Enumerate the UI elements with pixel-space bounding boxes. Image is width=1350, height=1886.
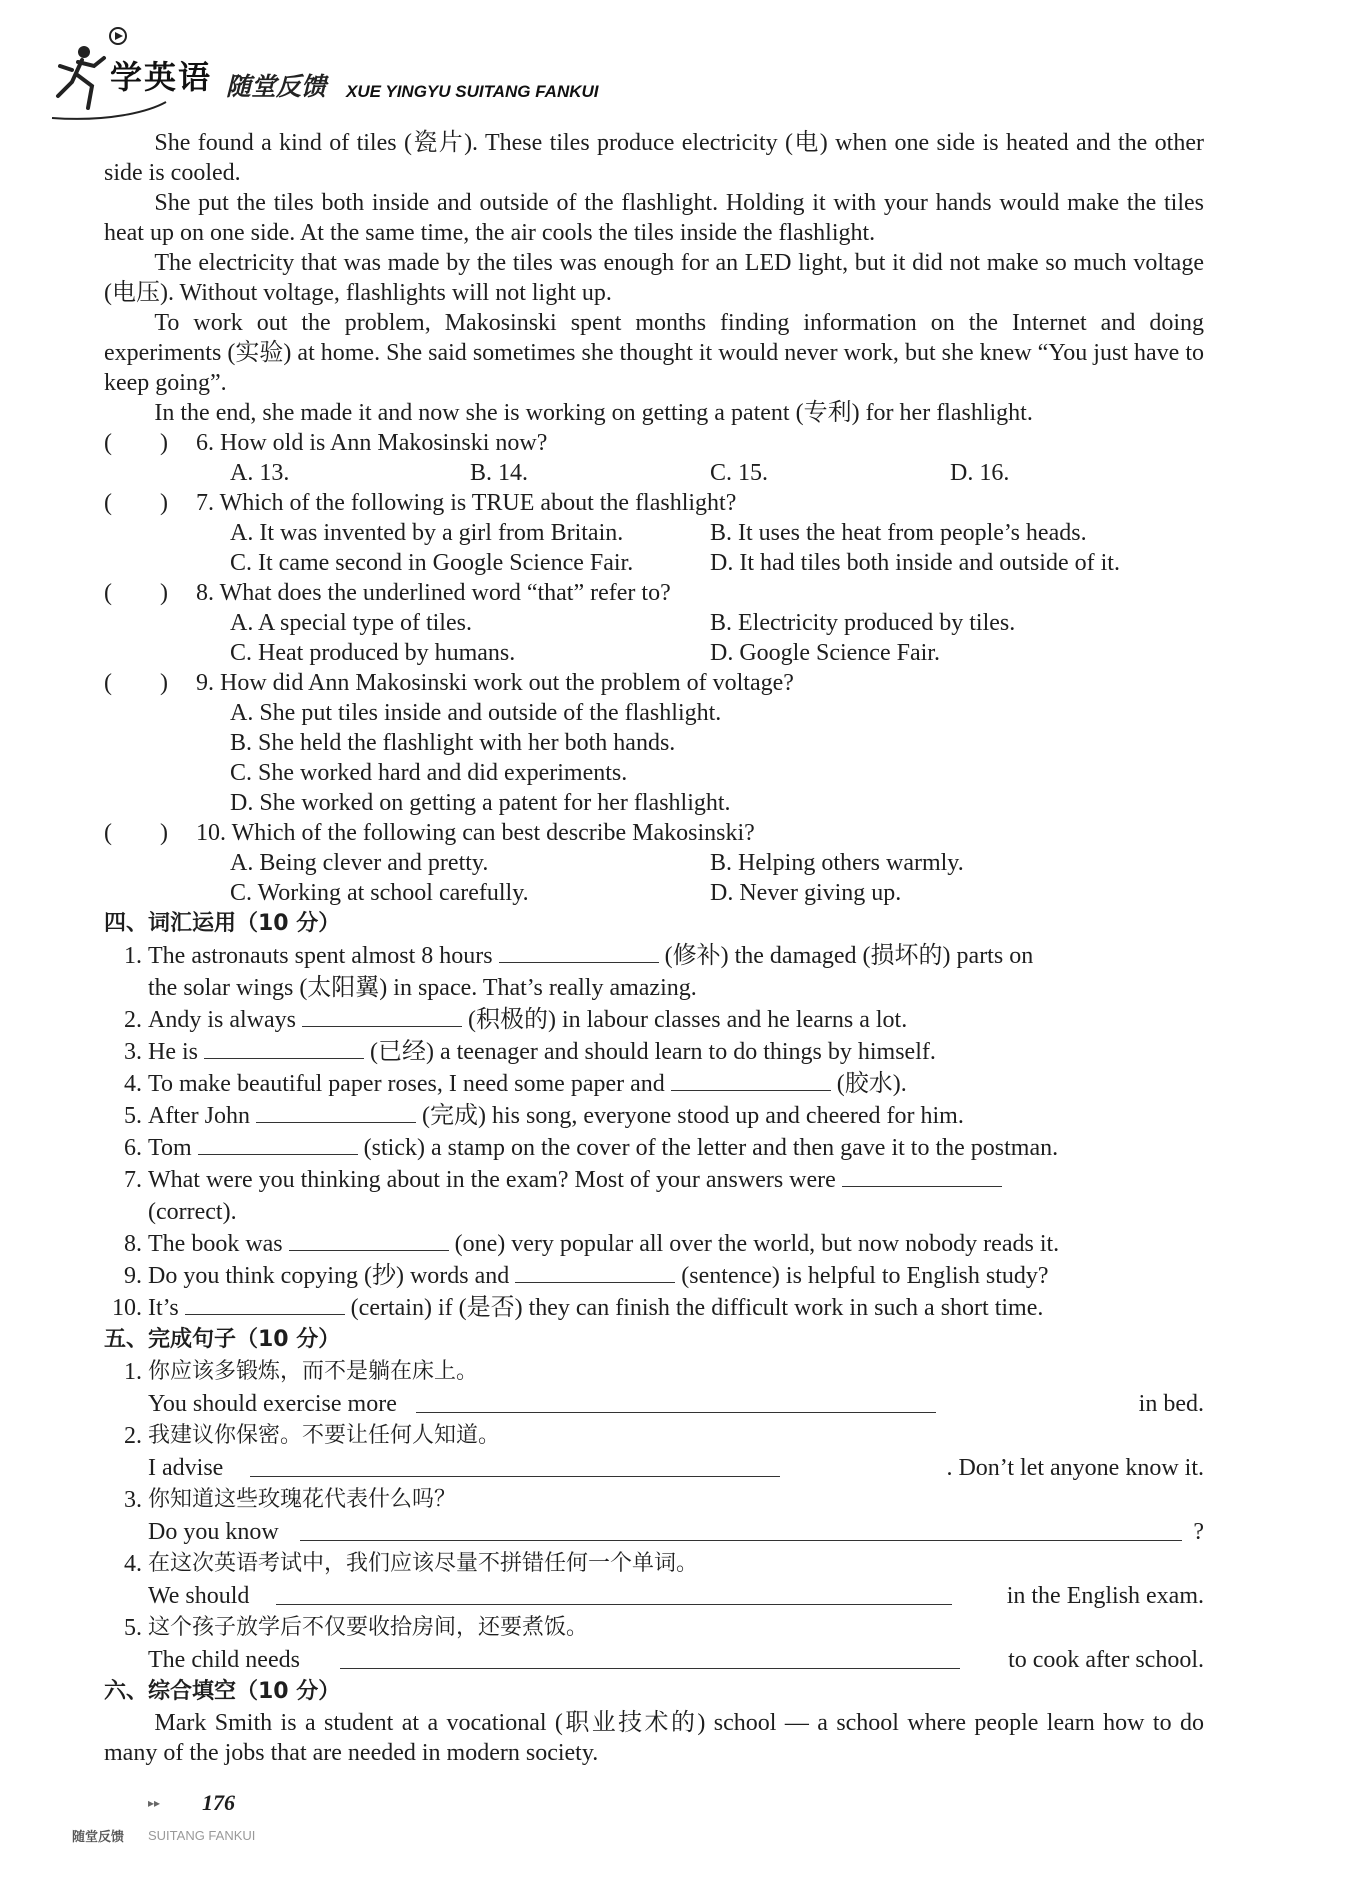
sentence-answer: You should exercise more in bed.	[104, 1388, 1204, 1420]
vocab-item: 4. To make beautiful paper roses, I need some paper and (胶水).	[124, 1071, 907, 1097]
vocab-item-continued: (correct).	[148, 1199, 237, 1225]
answer-line[interactable]	[340, 1644, 960, 1669]
vocab-item: 6. Tom (stick) a stamp on the cover of the letter and then gave it to the postman.	[124, 1135, 1059, 1161]
option-b: B. 14.	[470, 460, 529, 486]
sentence-answer: The child needs to cook after school.	[104, 1644, 1204, 1676]
option-d: D. 16.	[950, 460, 1010, 486]
answer-blank[interactable]	[256, 1102, 416, 1123]
question-6	[104, 428, 1204, 488]
question-7	[104, 488, 1204, 578]
vocab-item: 5. After John (完成) his song, everyone stood up and cheered for him.	[124, 1103, 964, 1129]
vocab-item: 1. The astronauts spent almost 8 hours (修补) the damaged (损坏的) parts on	[124, 943, 1034, 969]
sentence-answer: I advise . Don’t let anyone know it.	[104, 1452, 1204, 1484]
vocab-item: 10. It’s (certain) if (是否) they can finish the difficult work in such a short time.	[112, 1295, 1044, 1321]
option-a: A. It was invented by a girl from Britain.	[230, 520, 624, 546]
question-10	[104, 818, 1204, 908]
option-c: C. 15.	[710, 460, 769, 486]
footer-brand-pinyin: SUITANG FANKUI	[148, 1828, 256, 1843]
sentence-answer: We should in the English exam.	[104, 1580, 1204, 1612]
sentence-list	[104, 1356, 1204, 1676]
option-a: A. 13.	[230, 460, 290, 486]
page-footer	[52, 1790, 352, 1850]
option-c: C. Heat produced by humans.	[230, 640, 516, 666]
vocab-item: 9. Do you think copying (抄) words and (sentence) is helpful to English study?	[124, 1263, 1049, 1289]
answer-parentheses[interactable]: ( )	[104, 580, 168, 606]
answer-line[interactable]	[416, 1388, 936, 1413]
arrow-icon: ▸▸	[148, 1796, 161, 1810]
sentence-answer: Do you know ?	[104, 1516, 1204, 1548]
answer-parentheses[interactable]: ( )	[104, 430, 168, 456]
option-d: D. It had tiles both inside and outside of it.	[710, 550, 1120, 576]
paragraph: In the end, she made it and now she is working on getting a patent (专利) for her flashlight.	[154, 400, 1033, 426]
answer-blank[interactable]	[302, 1006, 462, 1027]
paragraph: To work out the problem, Makosinski spent months finding information on the Internet and doing experiments (实验) at home. She said sometimes she thought it would never work, but she knew “You just have to keep going”.	[104, 310, 1204, 396]
vocab-item-continued: the solar wings (太阳翼) in space. That’s really amazing.	[148, 975, 697, 1001]
option-b: B. She held the flashlight with her both hands.	[230, 730, 676, 756]
option-c: C. She worked hard and did experiments.	[230, 760, 628, 786]
option-b: B. It uses the heat from people’s heads.	[710, 520, 1087, 546]
answer-line[interactable]	[276, 1580, 952, 1605]
vocab-item: 2. Andy is always (积极的) in labour classes and he learns a lot.	[124, 1007, 908, 1033]
vocab-item: 8. The book was (one) very popular all over the world, but now nobody reads it.	[124, 1231, 1060, 1257]
answer-line[interactable]	[250, 1452, 780, 1477]
sentence-prompt: 2. 我建议你保密。不要让任何人知道。	[124, 1423, 501, 1449]
option-c: C. Working at school carefully.	[230, 880, 529, 906]
answer-blank[interactable]	[204, 1038, 364, 1059]
question-text: 7. Which of the following is TRUE about the flashlight?	[196, 490, 737, 516]
answer-blank[interactable]	[842, 1166, 1002, 1187]
logo-subtitle: 随堂反馈	[226, 72, 327, 101]
paragraph: The electricity that was made by the tiles was enough for an LED light, but it did not make so much voltage (电压). Without voltage, flashlights will not light up.	[104, 250, 1204, 306]
answer-line[interactable]	[300, 1516, 1182, 1541]
option-c: C. It came second in Google Science Fair.	[230, 550, 634, 576]
option-d: D. Never giving up.	[710, 880, 902, 906]
question-8	[104, 578, 1204, 668]
question-text: 6. How old is Ann Makosinski now?	[196, 430, 548, 456]
vocab-item: 3. He is (已经) a teenager and should learn to do things by himself.	[124, 1039, 936, 1065]
vocab-item: 7. What were you thinking about in the exam? Most of your answers were	[104, 1164, 1204, 1196]
page-number: 176	[202, 1790, 235, 1815]
answer-parentheses[interactable]: ( )	[104, 820, 168, 846]
question-text: 10. Which of the following can best describe Makosinski?	[196, 820, 755, 846]
option-a: A. She put tiles inside and outside of the flashlight.	[230, 700, 722, 726]
sentence-prompt: 3. 你知道这些玫瑰花代表什么吗？	[124, 1487, 457, 1513]
reading-passage	[104, 128, 1204, 428]
answer-parentheses[interactable]: ( )	[104, 670, 168, 696]
section-title-vocabulary: 四、词汇运用（10 分）	[104, 911, 341, 936]
option-a: A. A special type of tiles.	[230, 610, 472, 636]
page-header	[48, 22, 648, 122]
question-9	[104, 668, 1204, 818]
answer-blank[interactable]	[289, 1230, 449, 1251]
cloze-paragraph: Mark Smith is a student at a vocational (职业技术的) school — a school where people learn how to do many of the jobs that are needed in modern society.	[104, 1710, 1204, 1766]
sentence-prompt: 1. 你应该多锻炼，而不是躺在床上。	[124, 1359, 479, 1385]
option-a: A. Being clever and pretty.	[230, 850, 489, 876]
question-text: 8. What does the underlined word “that” refer to?	[196, 580, 671, 606]
sentence-prompt: 4. 在这次英语考试中，我们应该尽量不拼错任何一个单词。	[124, 1551, 699, 1577]
page-content	[104, 128, 1204, 1768]
answer-parentheses[interactable]: ( )	[104, 490, 168, 516]
option-d: D. Google Science Fair.	[710, 640, 940, 666]
question-text: 9. How did Ann Makosinski work out the problem of voltage?	[196, 670, 794, 696]
answer-blank[interactable]	[198, 1134, 358, 1155]
answer-blank[interactable]	[515, 1262, 675, 1283]
sentence-prompt: 5. 这个孩子放学后不仅要收拾房间，还要煮饭。	[124, 1615, 589, 1641]
paragraph: She put the tiles both inside and outside of the flashlight. Holding it with your hands would make the tiles heat up on one side. At the same time, the air cools the tiles inside the flashlight.	[104, 190, 1204, 246]
paragraph: She found a kind of tiles (瓷片). These tiles produce electricity (电) when one side is heated and the other side is cooled.	[104, 130, 1204, 186]
option-b: B. Electricity produced by tiles.	[710, 610, 1016, 636]
option-d: D. She worked on getting a patent for her flashlight.	[230, 790, 731, 816]
answer-blank[interactable]	[499, 942, 659, 963]
answer-blank[interactable]	[671, 1070, 831, 1091]
section-title-cloze: 六、综合填空（10 分）	[104, 1679, 341, 1704]
option-b: B. Helping others warmly.	[710, 850, 964, 876]
vocabulary-list	[104, 940, 1204, 1324]
answer-blank[interactable]	[185, 1294, 345, 1315]
logo-title: 学英语	[110, 58, 213, 96]
section-title-sentences: 五、完成句子（10 分）	[104, 1327, 341, 1352]
footer-brand: 随堂反馈	[72, 1830, 125, 1845]
logo-pinyin: XUE YINGYU SUITANG FANKUI	[346, 82, 599, 101]
